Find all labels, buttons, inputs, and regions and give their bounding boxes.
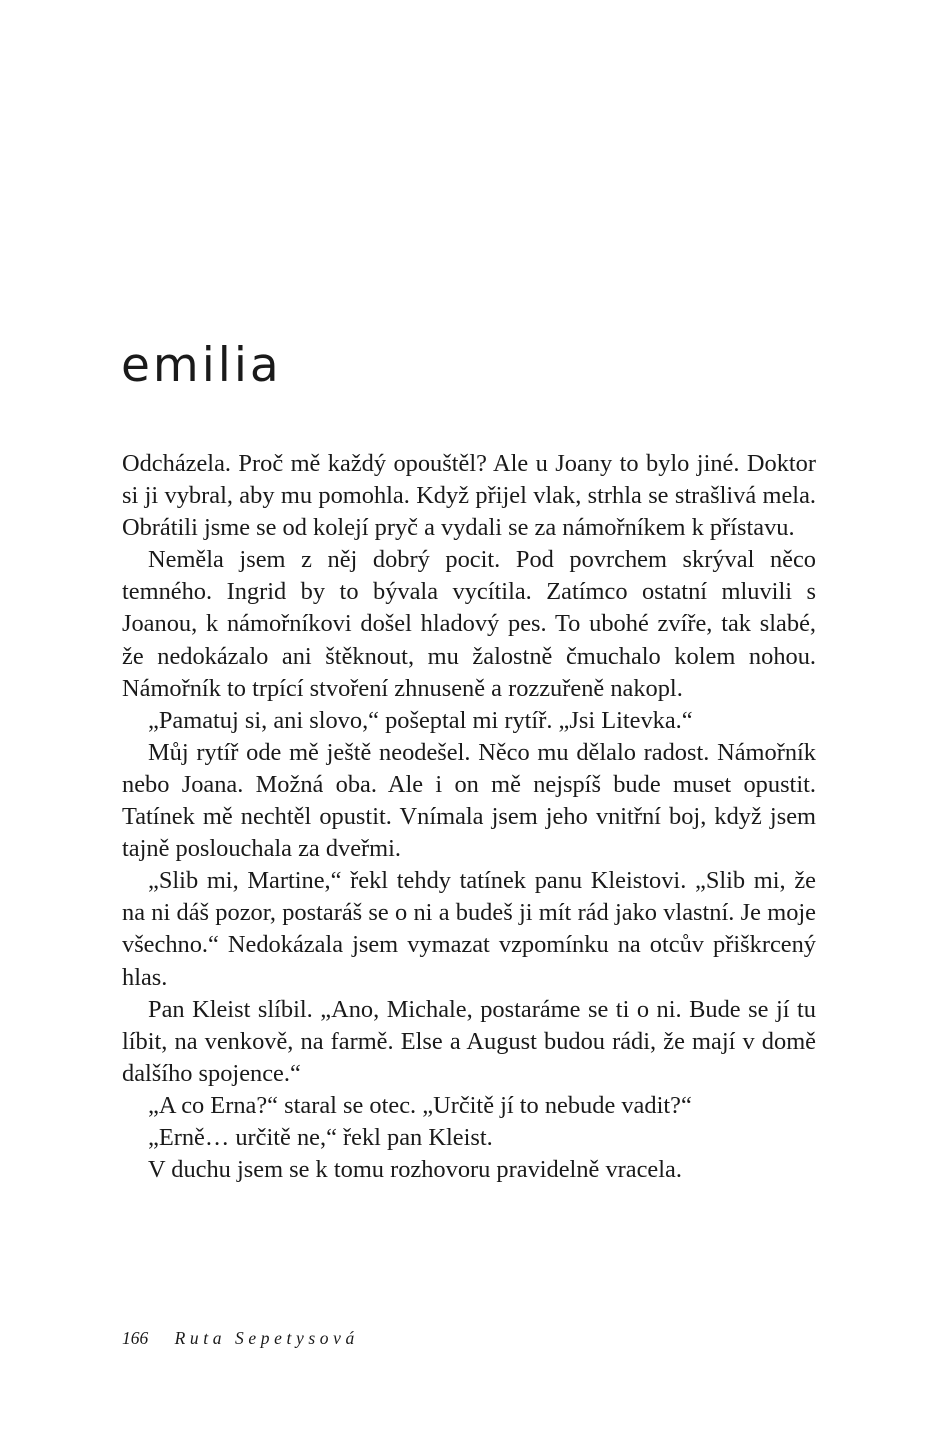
running-head-author: Ruta Sepetysová bbox=[174, 1328, 359, 1348]
paragraph: „Erně… určitě ne,“ řekl pan Kleist. bbox=[148, 1123, 493, 1151]
paragraph: „Slib mi, Martine,“ řekl tehdy tatínek panu Kleistovi. „Slib mi, že na ni dáš pozor, postaráš se o ni a budeš ji mít rád jako vlastní. Je moje všechno.“ Nedokázala jsem vymazat vzpomínku na otcův přiškrcený hlas. bbox=[122, 867, 816, 991]
paragraph: Můj rytíř ode mě ještě neodešel. Něco mu dělalo radost. Námořník nebo Joana. Možná oba. Ale i on mě nejspíš bude muset opustit. Tatínek mě nechtěl opustit. Vnímala jsem jeho vnitřní boj, když jsem tajně poslouchala za dveřmi. bbox=[122, 738, 816, 863]
paragraph: „Pamatuj si, ani slovo,“ pošeptal mi rytíř. „Jsi Litevka.“ bbox=[148, 706, 693, 734]
chapter-title: emilia bbox=[121, 338, 282, 393]
chapter-body bbox=[122, 448, 816, 1186]
paragraph: V duchu jsem se k tomu rozhovoru pravidelně vracela. bbox=[148, 1156, 682, 1184]
paragraph: Odcházela. Proč mě každý opouštěl? Ale u Joany to bylo jiné. Doktor si ji vybral, aby mu pomohla. Když přijel vlak, strhla se strašlivá mela. Obrátili jsme se od kolejí pryč a vydali se za námořníkem k přístavu. bbox=[122, 450, 816, 542]
paragraph: Neměla jsem z něj dobrý pocit. Pod povrchem skrýval něco temného. Ingrid by to bývala vycítila. Zatímco ostatní mluvili s Joanou, k námořníkovi došel hladový pes. To ubohé zvíře, tak slabé, že nedokázalo ani štěknout, mu žalostně čmuchalo kolem nohou. Námořník to trpící stvoření zhnuseně a rozzuřeně nakopl. bbox=[122, 546, 816, 702]
page-number: 166 bbox=[122, 1328, 149, 1348]
paragraph: „A co Erna?“ staral se otec. „Určitě jí to nebude vadit?“ bbox=[148, 1091, 692, 1119]
paragraph: Pan Kleist slíbil. „Ano, Michale, postaráme se ti o ni. Bude se jí tu líbit, na venkově, na farmě. Else a August budou rádi, že mají v domě dalšího spojence.“ bbox=[122, 995, 816, 1087]
page-footer bbox=[122, 1326, 359, 1350]
